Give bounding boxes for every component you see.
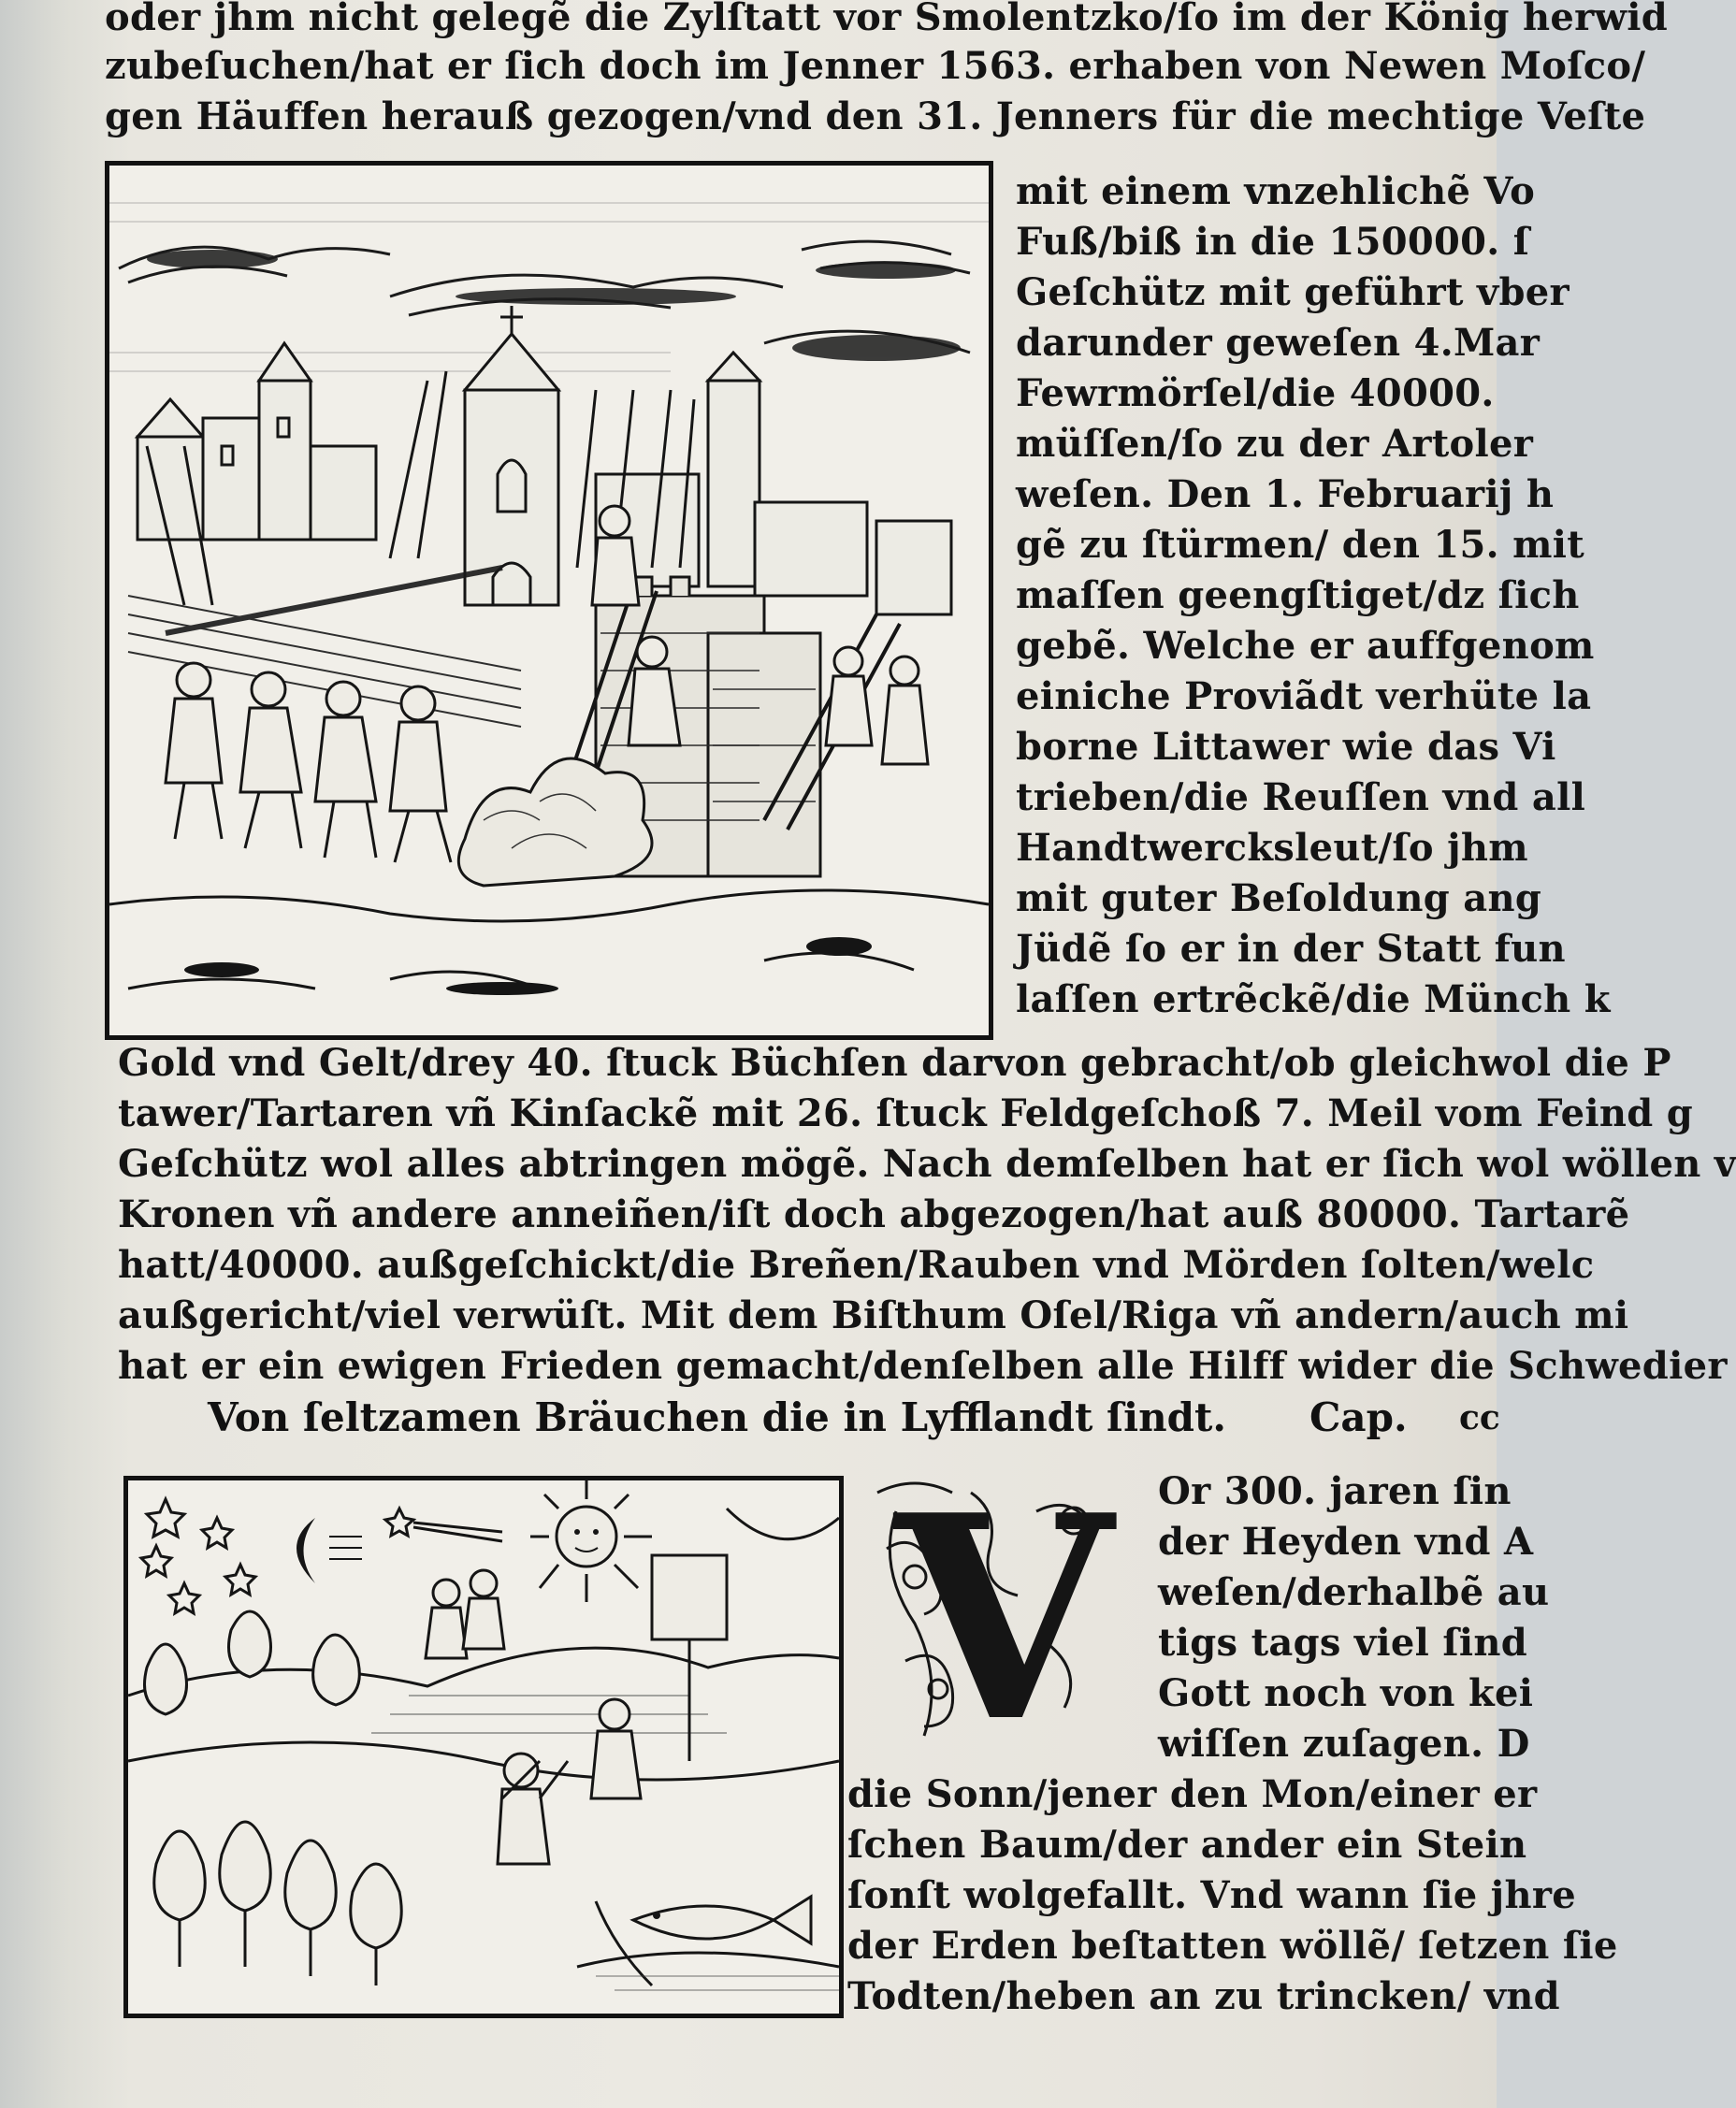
text-line: der Erden beſtatten wöllẽ/ ſetzen ſie	[847, 1924, 1618, 1968]
text-line: Handtwercksleut/ſo jhm	[1016, 826, 1528, 870]
text-line: zubeſuchen/hat er ſich doch im Jenner 1563. erhaben von Newen Moſco/	[105, 44, 1646, 88]
siege-illustration	[109, 166, 989, 1035]
siege-woodcut	[105, 161, 993, 1040]
text-line: Gott noch von kei	[1158, 1671, 1534, 1715]
text-line: Gold vnd Gelt/drey 40. ſtuck Büchſen darvon gebracht/ob gleichwol die P	[118, 1041, 1671, 1085]
text-line: Kronen vñ andere anneiñen/iſt doch abgezogen/hat auß 80000. Tartarẽ	[118, 1192, 1630, 1236]
text-line: oder jhm nicht gelegẽ die Zylſtatt vor Smolentzko/ſo im der König herwid	[105, 0, 1669, 39]
text-line: gebẽ. Welche er auffgenom	[1016, 624, 1595, 668]
text-line: maſſen geengſtiget/dz ſich	[1016, 573, 1580, 617]
text-line: mit einem vnzehlichẽ Vo	[1016, 169, 1536, 213]
text-line: weſen. Den 1. Februarij h	[1016, 472, 1555, 516]
text-line: Fuß/biß in die 150000. ſ	[1016, 220, 1530, 264]
text-line: ſonſt wolgefallt. Vnd wann ſie jhre	[847, 1873, 1576, 1917]
text-line: Or 300. jaren ſin	[1158, 1469, 1512, 1513]
text-line: Jüdẽ ſo er in der Statt fun	[1016, 927, 1566, 971]
text-line: Fewrmörſel/die 40000.	[1016, 371, 1495, 415]
text-line: tigs tags viel ſind	[1158, 1621, 1528, 1665]
text-line: wiſſen zuſagen. D	[1158, 1722, 1530, 1766]
text-line: die Sonn/jener den Mon/einer er	[847, 1772, 1538, 1816]
text-line: mit guter Beſoldung ang	[1016, 876, 1542, 920]
text-line: ſchen Baum/der ander ein Stein	[847, 1823, 1527, 1867]
text-line: Geſchütz mit geführt vber	[1016, 270, 1570, 314]
worship-woodcut	[123, 1476, 844, 2018]
text-line: laſſen ertrẽckẽ/die Münch k	[1016, 977, 1611, 1021]
text-line: Geſchütz wol alles abtringen mögẽ. Nach demſelben hat er ſich wol wöllen v	[118, 1142, 1736, 1186]
text-line: gen Häuffen herauß gezogen/vnd den 31. Jenners für die mechtige Veſte	[105, 94, 1646, 138]
text-line: tawer/Tartaren vñ Kinſackẽ mit 26. ſtuck Feldgeſchoß 7. Meil vom Feind g	[118, 1091, 1694, 1135]
chapter-heading: Von ſeltzamen Bräuchen die in Lyfflandt ſindt.	[208, 1394, 1227, 1440]
initial-letter: V	[894, 1453, 1113, 1783]
text-line: hat er ein ewigen Frieden gemacht/denſelben alle Hilff wider die Schwedier	[118, 1344, 1728, 1388]
text-line: müſſen/ſo zu der Artoler	[1016, 422, 1534, 466]
text-line: gẽ zu ſtürmen/ den 15. mit	[1016, 523, 1585, 567]
text-line: einiche Proviãdt verhüte la	[1016, 674, 1592, 718]
text-line: außgericht/viel verwüſt. Mit dem Biſthum Oſel/Riga vñ andern/auch mi	[118, 1293, 1629, 1337]
chapter-number: cc	[1459, 1398, 1500, 1437]
flourish-ornament	[859, 1453, 1149, 1783]
text-line: trieben/die Reuſſen vnd all	[1016, 775, 1586, 819]
decorated-initial	[859, 1453, 1149, 1783]
worship-illustration	[128, 1480, 839, 2014]
text-line: Todten/heben an zu trincken/ vnd	[847, 1974, 1560, 2018]
text-line: der Heyden vnd A	[1158, 1520, 1534, 1564]
text-line: weſen/derhalbẽ au	[1158, 1570, 1550, 1614]
text-line: hatt/40000. außgeſchickt/die Breñen/Rauben vnd Mörden ſolten/welc	[118, 1243, 1595, 1287]
chapter-label: Cap.	[1309, 1394, 1408, 1440]
text-line: darunder geweſen 4.Mar	[1016, 321, 1541, 365]
text-line: borne Littawer wie das Vi	[1016, 725, 1556, 769]
